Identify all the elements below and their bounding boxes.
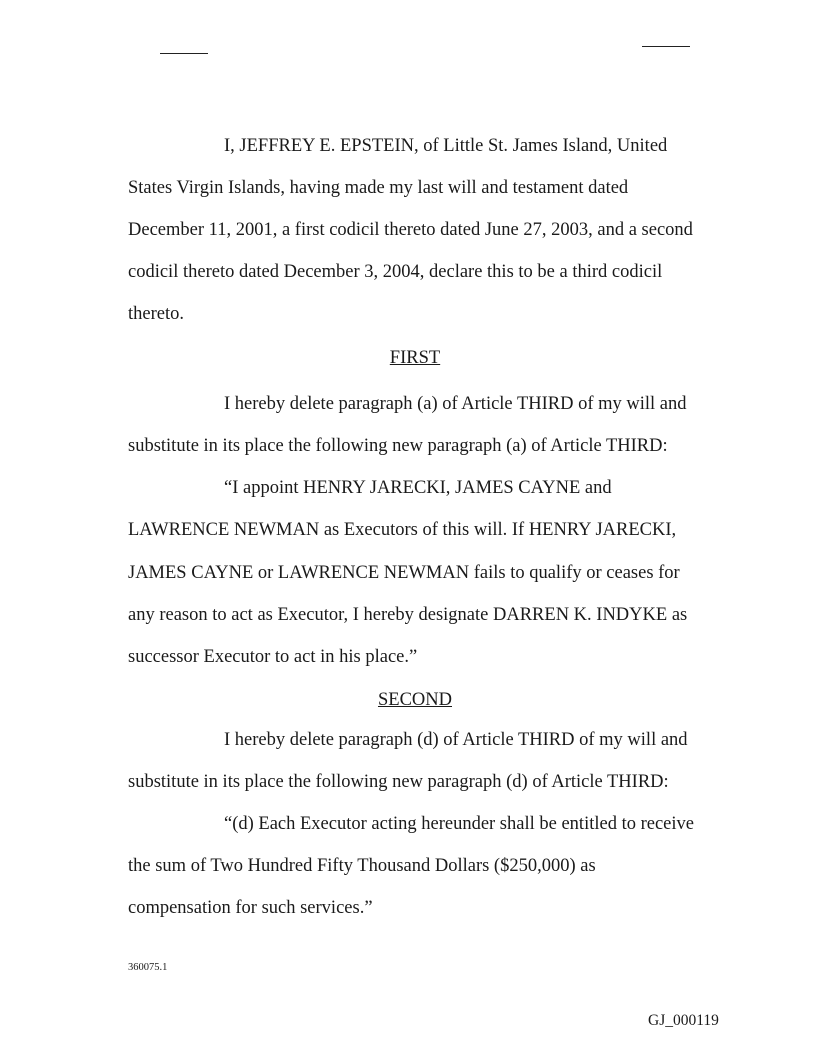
intro-line-1: I, JEFFREY E. EPSTEIN, of Little St. James Island, United	[224, 136, 668, 156]
intro-line-4: codicil thereto dated December 3, 2004, declare this to be a third codicil	[128, 262, 663, 282]
first-line-2: substitute in its place the following new paragraph (a) of Article THIRD:	[128, 436, 668, 456]
second-line-5: compensation for such services.”	[128, 898, 373, 918]
second-line-3: “(d) Each Executor acting hereunder shall be entitled to receive	[224, 814, 694, 834]
intro-line-5: thereto.	[128, 304, 184, 324]
first-line-6: any reason to act as Executor, I hereby designate DARREN K. INDYKE as	[128, 605, 688, 625]
margin-mark-left	[160, 53, 208, 54]
first-line-5: JAMES CAYNE or LAWRENCE NEWMAN fails to qualify or ceases for	[128, 563, 680, 583]
heading-second: SECOND	[377, 690, 452, 710]
second-line-2: substitute in its place the following new paragraph (d) of Article THIRD:	[128, 772, 669, 792]
margin-mark-right	[642, 46, 690, 47]
first-line-3: “I appoint HENRY JARECKI, JAMES CAYNE and	[224, 478, 612, 498]
bates-number: GJ_000119	[648, 1012, 719, 1029]
first-line-7: successor Executor to act in his place.”	[128, 647, 418, 667]
second-line-1: I hereby delete paragraph (d) of Article THIRD of my will and	[224, 730, 688, 750]
heading-first: FIRST	[389, 348, 441, 368]
first-line-4: LAWRENCE NEWMAN as Executors of this will. If HENRY JARECKI,	[128, 520, 677, 540]
first-line-1: I hereby delete paragraph (a) of Article THIRD of my will and	[224, 394, 687, 414]
intro-line-3: December 11, 2001, a first codicil thereto dated June 27, 2003, and a second	[128, 220, 693, 240]
intro-line-2: States Virgin Islands, having made my last will and testament dated	[128, 178, 629, 198]
second-line-4: the sum of Two Hundred Fifty Thousand Dollars ($250,000) as	[128, 856, 596, 876]
document-reference-number: 360075.1	[128, 962, 168, 973]
